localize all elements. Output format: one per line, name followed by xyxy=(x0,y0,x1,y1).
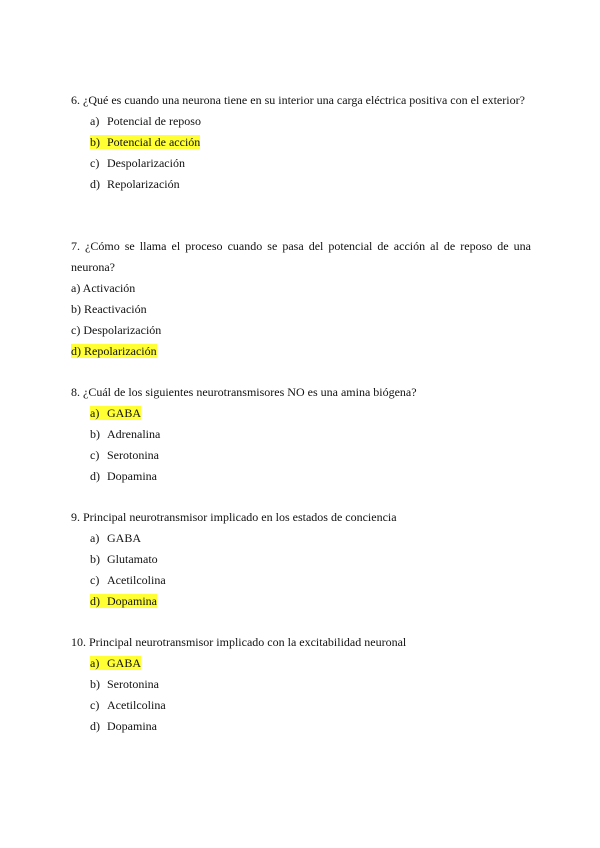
option-b: b) Reactivación xyxy=(71,302,147,316)
option-c: c) Despolarización xyxy=(90,156,185,170)
question-9 xyxy=(71,507,531,612)
question-8 xyxy=(71,382,531,487)
question-stem: 7. ¿Cómo se llama el proceso cuando se pasa del potencial de acción al de reposo de una neurona? xyxy=(71,239,531,274)
option-a-highlighted xyxy=(71,653,531,674)
question-10 xyxy=(71,632,531,737)
option-b: b) Serotonina xyxy=(90,677,159,691)
option-c: c) Acetilcolina xyxy=(90,698,166,712)
option-c: c) Acetilcolina xyxy=(90,573,166,587)
question-stem: 6. ¿Qué es cuando una neurona tiene en su interior una carga eléctrica positiva con el exterior? xyxy=(71,93,525,107)
option-c: c) Despolarización xyxy=(71,323,162,337)
option-d: d) Repolarización xyxy=(90,177,180,191)
option-d-highlighted xyxy=(71,591,531,612)
question-7 xyxy=(71,236,531,362)
option-a-highlighted xyxy=(71,403,531,424)
question-stem: 10. Principal neurotransmisor implicado con la excitabilidad neuronal xyxy=(71,635,407,649)
option-b-highlighted xyxy=(71,132,531,153)
option-c: c) Serotonina xyxy=(90,448,159,462)
question-stem: 8. ¿Cuál de los siguientes neurotransmisores NO es una amina biógena? xyxy=(71,385,417,399)
option-b: b) Glutamato xyxy=(90,552,158,566)
highlight: d) Dopamina xyxy=(90,594,157,608)
highlight: a) GABA xyxy=(90,406,142,420)
option-d: d) Dopamina xyxy=(90,469,157,483)
option-b: b) Adrenalina xyxy=(90,427,161,441)
option-a: a) Activación xyxy=(71,281,136,295)
option-a: a) Potencial de reposo xyxy=(90,114,201,128)
option-d-highlighted xyxy=(71,341,531,362)
question-6 xyxy=(71,90,531,195)
highlight: a) GABA xyxy=(90,656,142,670)
option-a: a) GABA xyxy=(90,531,142,545)
option-d: d) Dopamina xyxy=(90,719,157,733)
highlight: b) Potencial de acción xyxy=(90,135,201,149)
question-stem: 9. Principal neurotransmisor implicado en los estados de conciencia xyxy=(71,510,397,524)
highlight: d) Repolarización xyxy=(71,344,157,358)
